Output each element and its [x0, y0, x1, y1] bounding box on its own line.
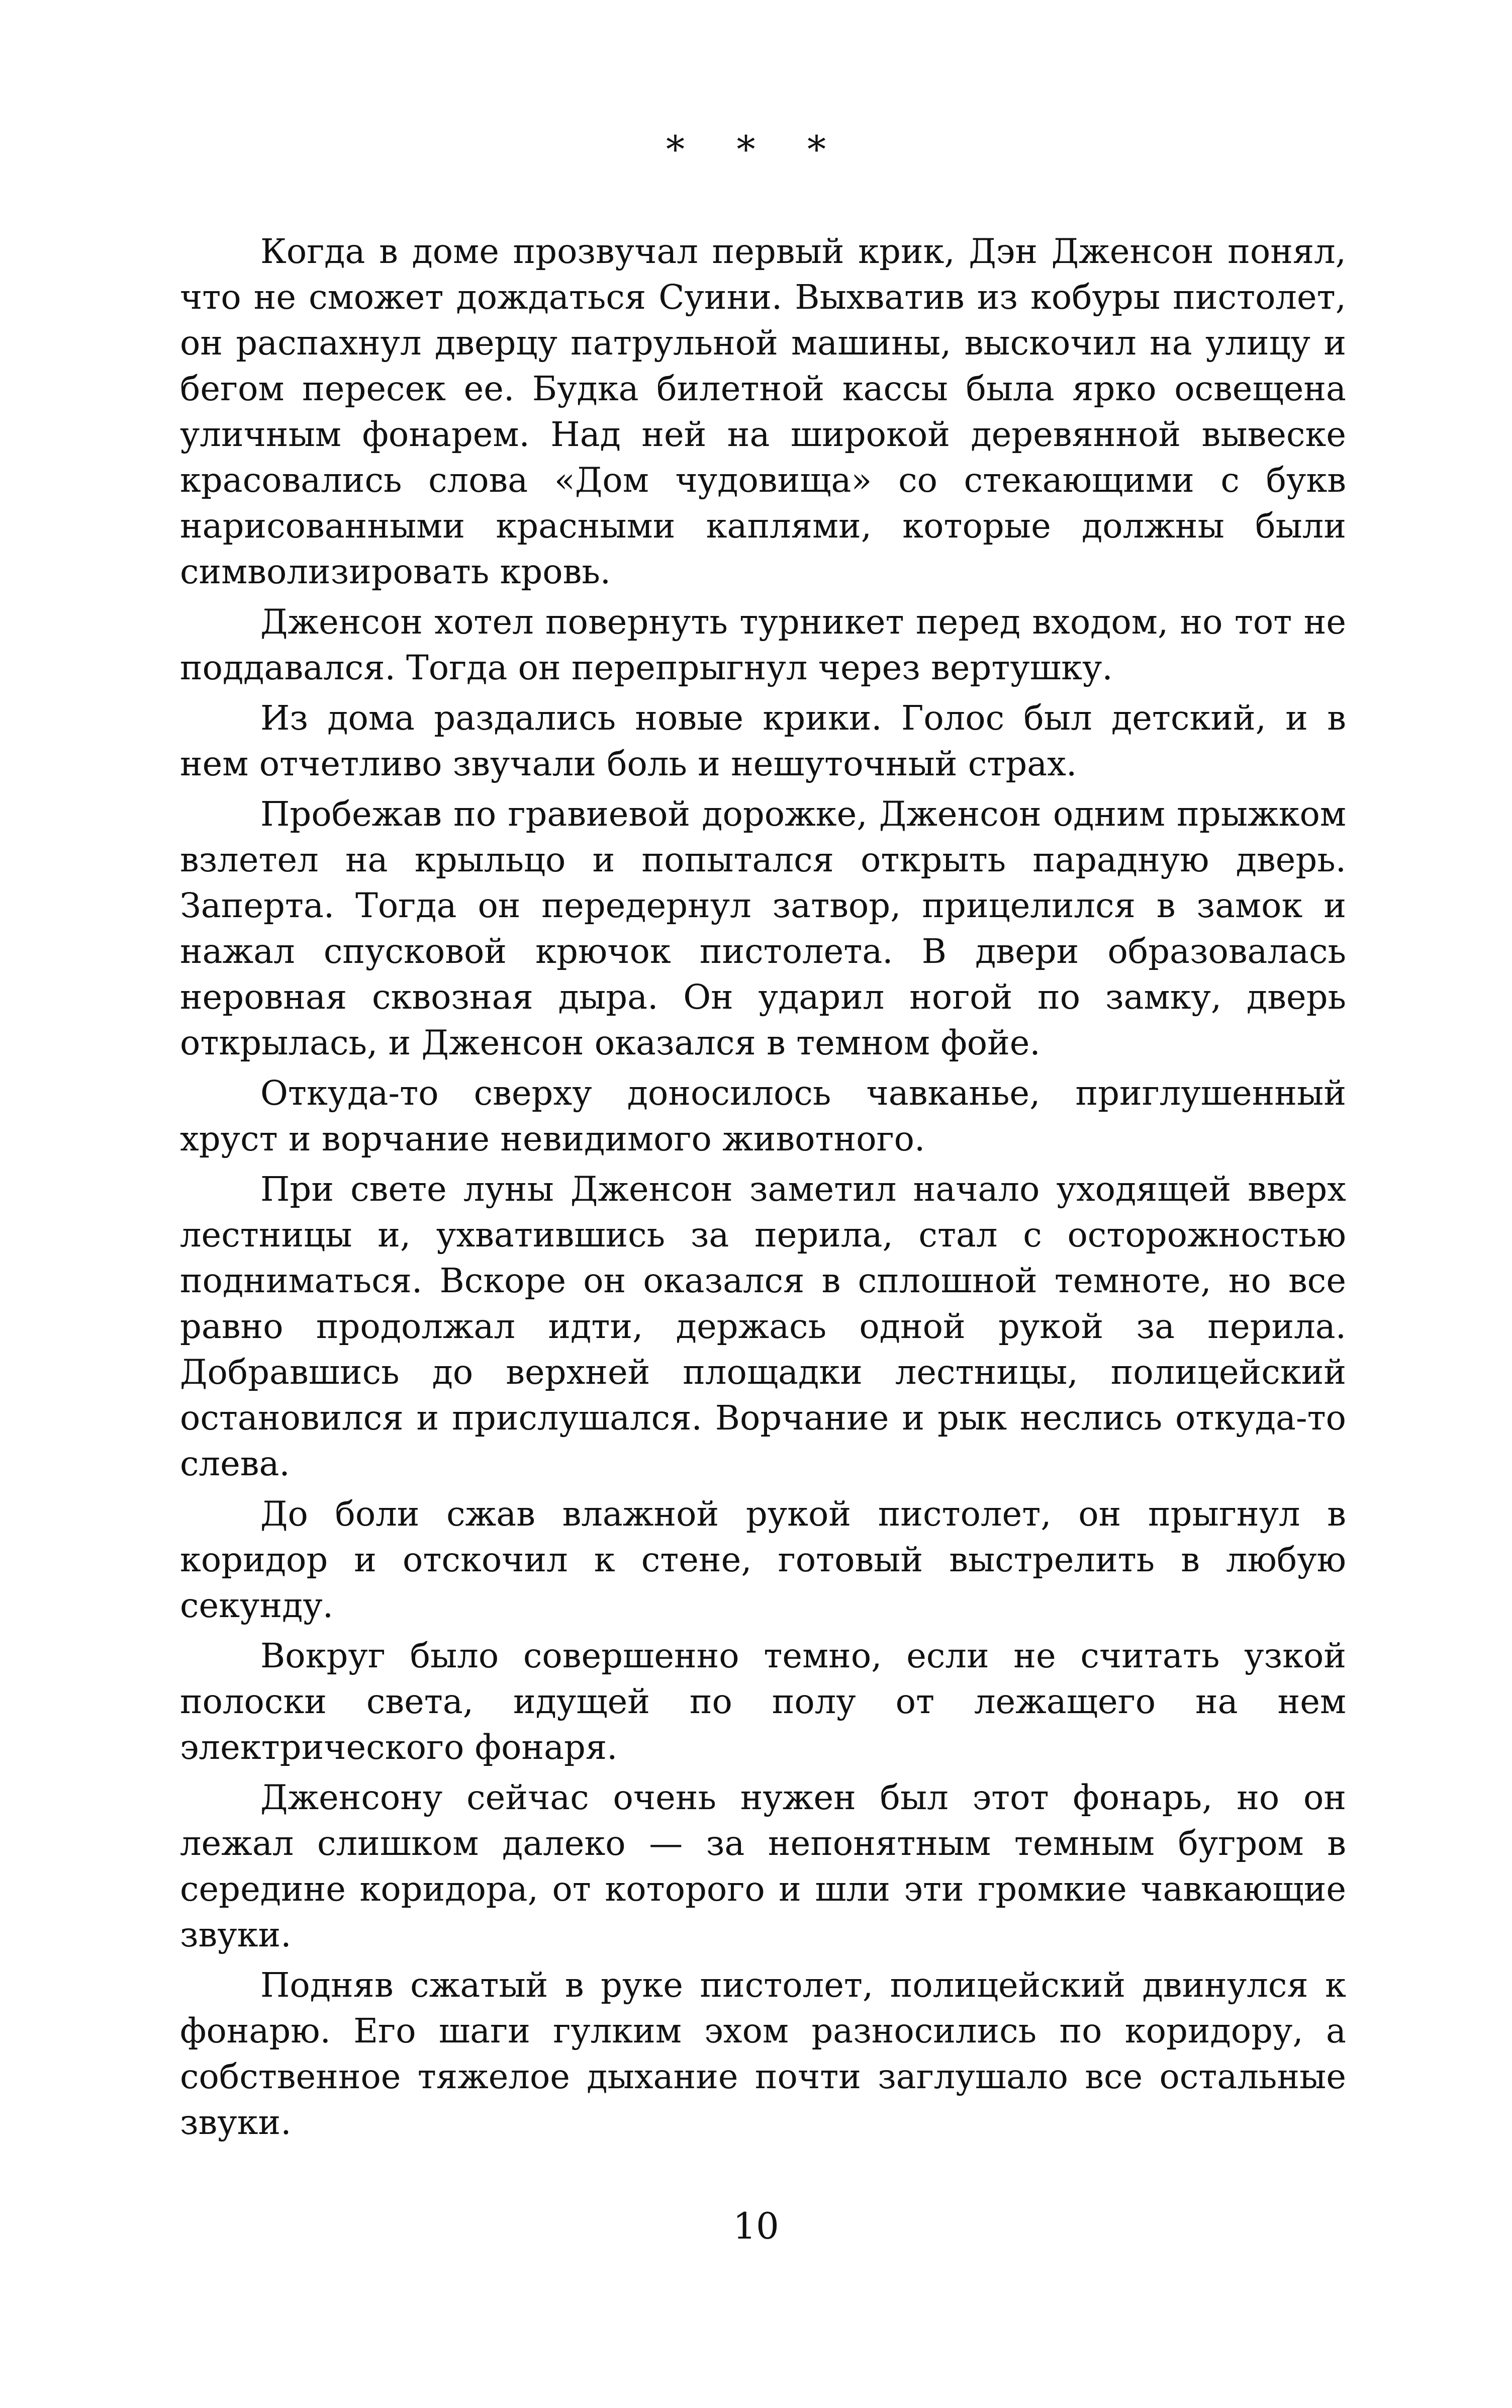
scene-break: * * *	[666, 128, 846, 171]
paragraph: Из дома раздались новые крики. Голос был детский, и в нем отчетливо звучали боль и нешуточный страх.	[180, 698, 1346, 783]
page-number: 10	[733, 2205, 779, 2247]
paragraph: Пробежав по гравиевой дорожке, Дженсон одним прыжком взлетел на крыльцо и попытался открыть парадную дверь. Заперта. Тогда он передернул затвор, прицелился в замок и нажал спусковой крючок пистолета. В двери образовалась неровная сквозная дыра. Он ударил ногой по замку, дверь открылась, и Дженсон оказался в темном фойе.	[180, 794, 1346, 1062]
paragraph: До боли сжав влажной рукой пистолет, он прыгнул в коридор и отскочил к стене, готовый выстрелить в любую секунду.	[180, 1494, 1346, 1625]
paragraph: Вокруг было совершенно темно, если не считать узкой полоски света, идущей по полу от лежащего на нем электрического фонаря.	[180, 1636, 1346, 1767]
paragraph: Когда в доме прозвучал первый крик, Дэн Дженсон понял, что не сможет дождаться Суини. Выхватив из кобуры пистолет, он распахнул дверцу патрульной машины, выскочил на улицу и бегом пересек ее. Будка билетной кассы была ярко освещена уличным фонарем. Над ней на широкой деревянной вывеске красовались слова «Дом чудовища» со стекающими с букв нарисованными красными каплями, которые должны были символизировать кровь.	[180, 232, 1346, 591]
paragraph: При свете луны Дженсон заметил начало уходящей вверх лестницы и, ухватившись за перила, стал с осторожностью подниматься. Вскоре он оказался в сплошной темноте, но все равно продолжал идти, держась одной рукой за перила. Добравшись до верхней площадки лестницы, полицейский остановился и прислушался. Ворчание и рык неслись откуда-то слева.	[180, 1170, 1346, 1483]
body-text	[180, 229, 1346, 2150]
paragraph: Подняв сжатый в руке пистолет, полицейский двинулся к фонарю. Его шаги гулким эхом разносились по коридору, а собственное тяжелое дыхание почти заглушало все остальные звуки.	[180, 1966, 1346, 2142]
paragraph: Откуда-то сверху доносилось чавканье, приглушенный хруст и ворчание невидимого животного.	[180, 1074, 1346, 1158]
paragraph: Дженсону сейчас очень нужен был этот фонарь, но он лежал слишком далеко — за непонятным темным бугром в середине коридора, от которого и шли эти громкие чавкающие звуки.	[180, 1778, 1346, 1954]
paragraph: Дженсон хотел повернуть турникет перед входом, но тот не поддавался. Тогда он перепрыгнул через вертушку.	[180, 602, 1346, 687]
